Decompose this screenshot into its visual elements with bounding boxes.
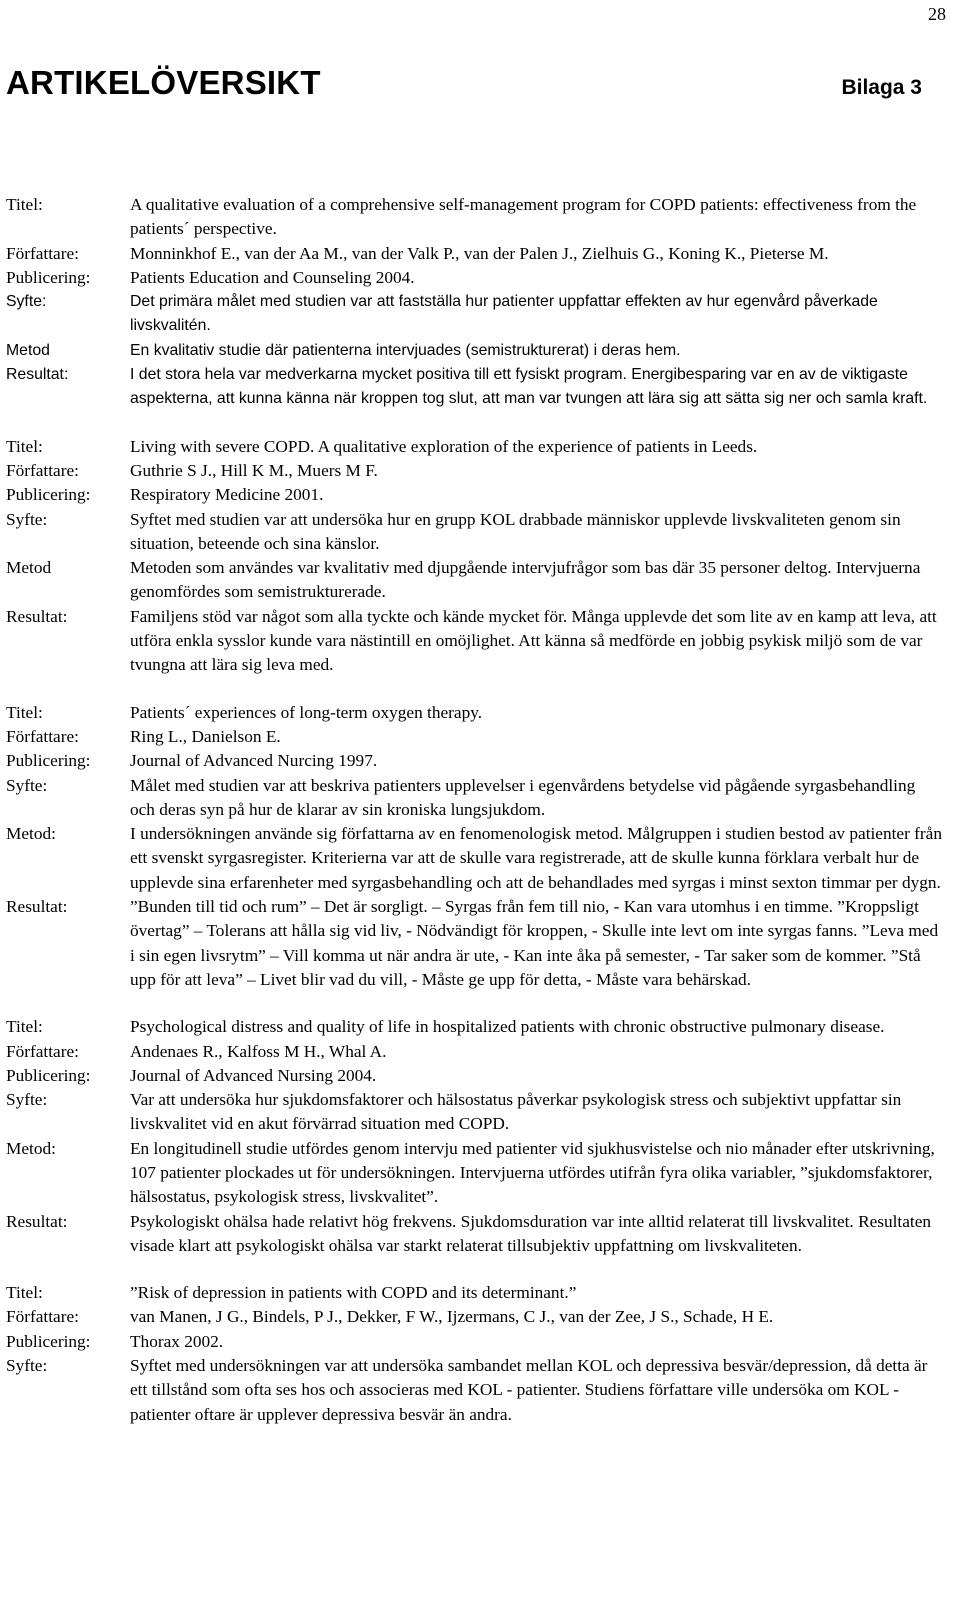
page-title: ARTIKELÖVERSIKT bbox=[6, 64, 321, 101]
article-entry bbox=[6, 193, 944, 412]
article-field-row bbox=[6, 266, 944, 290]
field-label: Metod bbox=[6, 558, 52, 578]
article-field-row bbox=[6, 363, 944, 412]
field-value: I det stora hela var medverkarna mycket positiva till ett fysiskt program. Energibesparing var en av de viktigaste aspekterna, att kunna känna när kroppen tog slut, att man var tvungen att lära sig att sätta sig ner och samla kraft. bbox=[130, 366, 928, 408]
field-value: van Manen, J G., Bindels, P J., Dekker, F W., Ijzermans, C J., van der Zee, J S., Schade, H E. bbox=[130, 1307, 774, 1327]
field-label: Resultat: bbox=[6, 1211, 68, 1231]
field-value: Thorax 2002. bbox=[130, 1331, 224, 1351]
article-entry bbox=[6, 1281, 944, 1427]
field-value: Metoden som användes var kvalitativ med djupgående intervjufrågor som bas där 35 personer deltog. Intervjuerna genomfördes som semistrukturerade. bbox=[130, 558, 921, 602]
article-field-row bbox=[6, 1040, 944, 1064]
article-field-row bbox=[6, 1305, 944, 1329]
article-field-row bbox=[6, 193, 944, 242]
field-label: Resultat: bbox=[6, 606, 68, 626]
field-value: Syftet med undersökningen var att undersöka sambandet mellan KOL och depressiva besvär/depression, då detta är ett tillstånd som ofta ses hos och associeras med KOL - patienter. Studiens författare ville undersöka om KOL - patienter oftare är upplever depressiva besvär än andra. bbox=[130, 1356, 928, 1424]
field-value: ”Risk of depression in patients with COPD and its determinant.” bbox=[130, 1283, 577, 1303]
article-field-row bbox=[6, 459, 944, 483]
field-label: Syfte: bbox=[6, 1090, 48, 1110]
field-label: Resultat: bbox=[6, 897, 68, 917]
field-value: Andenaes R., Kalfoss M H., Whal A. bbox=[130, 1041, 387, 1061]
field-value: Journal of Advanced Nursing 2004. bbox=[130, 1065, 377, 1085]
page-number: 28 bbox=[928, 4, 946, 24]
field-label: Syfte: bbox=[6, 509, 48, 529]
article-field-row bbox=[6, 1064, 944, 1088]
field-value: En longitudinell studie utfördes genom intervju med patienter vid sjukhusvistelse och nio månader efter utskrivning, 107 patienter plockades ut för undersökningen. Intervjuerna utfördes utifrån fyra olika variabler, ”sjukdomsfaktorer, hälsostatus, psykologisk stress, livskvalitet”. bbox=[130, 1138, 935, 1207]
field-label: Publicering: bbox=[6, 1331, 91, 1351]
article-entry bbox=[6, 1015, 944, 1258]
field-value: Det primära målet med studien var att fastställa hur patienter uppfattar effekten av hur egenvård påverkade livskvalitén. bbox=[130, 293, 878, 335]
field-label: Metod bbox=[6, 341, 50, 359]
field-value: Monninkhof E., van der Aa M., van der Valk P., van der Palen J., Zielhuis G., Koning K., Pieterse M. bbox=[130, 243, 829, 263]
field-label: Resultat: bbox=[6, 366, 69, 384]
field-label: Titel: bbox=[6, 436, 43, 456]
article-field-row bbox=[6, 435, 944, 459]
article-entry bbox=[6, 701, 944, 993]
field-value: Var att undersöka hur sjukdomsfaktorer och hälsostatus påverkar psykologisk stress och subjektivt uppfattar sin livskvalitet vid en akut förvärrad situation med COPD. bbox=[130, 1090, 902, 1134]
field-label: Syfte: bbox=[6, 293, 47, 311]
article-field-row bbox=[6, 1330, 944, 1354]
field-value: Syftet med studien var att undersöka hur en grupp KOL drabbade människor upplevde livskvaliteten genom sin situation, beteende och sina känslor. bbox=[130, 509, 901, 553]
article-field-row bbox=[6, 749, 944, 773]
field-label: Syfte: bbox=[6, 1356, 48, 1376]
field-label: Författare: bbox=[6, 243, 79, 263]
article-field-row bbox=[6, 1354, 944, 1427]
field-value: A qualitative evaluation of a comprehensive self-management program for COPD patients: effectiveness from the patients´ perspective. bbox=[130, 195, 917, 239]
field-label: Publicering: bbox=[6, 751, 91, 771]
field-value: Målet med studien var att beskriva patienters upplevelser i egenvårdens betydelse vid pågående syrgasbehandling och deras syn på hur de klarar av sin kroniska lungsjukdom. bbox=[130, 775, 916, 819]
field-label: Titel: bbox=[6, 195, 43, 214]
appendix-label: Bilaga 3 bbox=[841, 76, 922, 99]
article-field-row bbox=[6, 483, 944, 507]
field-label: Publicering: bbox=[6, 1065, 91, 1085]
field-value: Respiratory Medicine 2001. bbox=[130, 485, 324, 505]
article-field-row bbox=[6, 1015, 944, 1039]
article-field-row bbox=[6, 822, 944, 895]
article-field-row bbox=[6, 895, 944, 992]
article-field-row bbox=[6, 242, 944, 266]
field-label: Publicering: bbox=[6, 485, 91, 505]
field-value: En kvalitativ studie där patienterna intervjuades (semistrukturerat) i deras hem. bbox=[130, 341, 681, 359]
article-field-row bbox=[6, 339, 944, 363]
field-label: Syfte: bbox=[6, 775, 48, 795]
article-list bbox=[6, 193, 944, 1450]
field-label: Titel: bbox=[6, 702, 43, 722]
article-field-row bbox=[6, 605, 944, 678]
field-value: Journal of Advanced Nurcing 1997. bbox=[130, 751, 378, 771]
article-field-row bbox=[6, 1210, 944, 1259]
field-label: Metod: bbox=[6, 1138, 56, 1158]
page-heading bbox=[6, 64, 922, 102]
article-field-row bbox=[6, 508, 944, 557]
article-entry bbox=[6, 435, 944, 678]
field-value: Living with severe COPD. A qualitative exploration of the experience of patients in Leeds. bbox=[130, 436, 758, 456]
field-value: Psykologiskt ohälsa hade relativt hög frekvens. Sjukdomsduration var inte alltid relaterat till livskvalitet. Resultaten visade klart att psykologiskt ohälsa var starkt relaterat tillsubjektiv uppfattning om livskvaliteten. bbox=[130, 1211, 932, 1255]
field-value: Patients Education and Counseling 2004. bbox=[130, 267, 415, 287]
article-field-row bbox=[6, 556, 944, 605]
article-field-row bbox=[6, 1137, 944, 1210]
field-value: I undersökningen använde sig författarna av en fenomenologisk metod. Målgruppen i studien bestod av patienter från ett svenskt syrgasregister. Kriterierna var att de skulle vara registrerade, att de skulle kunna förklara verbalt hur de upplevde sina erfarenheter med syrgasbehandling och att de behandlades med syrgas i minst sexton timmar per dygn. bbox=[130, 824, 942, 892]
article-field-row bbox=[6, 725, 944, 749]
field-label: Författare: bbox=[6, 1307, 79, 1327]
field-label: Titel: bbox=[6, 1017, 43, 1037]
field-value: Ring L., Danielson E. bbox=[130, 726, 281, 746]
field-label: Författare: bbox=[6, 1041, 79, 1061]
field-value: ”Bunden till tid och rum” – Det är sorgligt. – Syrgas från fem till nio, - Kan vara utomhus i en timme. ”Kroppsligt övertag” – Tolerans att hålla sig vid liv, - Nödvändigt för kroppen, - Skulle inte levt om inte syrgas fanns. ”Leva med i sin egen livsrytm” – Vill komma ut när andra är ute, - Kan inte åka på semester, - Tar saker som de kommer. ”Stå upp för att leva” – Livet blir vad du vill, - Måste ge upp för detta, - Måste vara behärskad. bbox=[130, 897, 939, 989]
article-field-row bbox=[6, 1088, 944, 1137]
article-field-row bbox=[6, 290, 944, 339]
field-value: Familjens stöd var något som alla tyckte och kände mycket för. Många upplevde det som lite av en kamp att leva, att utföra enkla sysslor kunde vara nästintill en omöjlighet. Att känna så medförde en jobbig psykisk miljö som de var tvungna att lära sig leva med. bbox=[130, 606, 937, 675]
field-value: Psychological distress and quality of life in hospitalized patients with chronic obstructive pulmonary disease. bbox=[130, 1017, 885, 1037]
field-value: Guthrie S J., Hill K M., Muers M F. bbox=[130, 460, 378, 480]
field-value: Patients´ experiences of long-term oxygen therapy. bbox=[130, 702, 483, 722]
field-label: Publicering: bbox=[6, 267, 91, 287]
field-label: Författare: bbox=[6, 726, 79, 746]
article-field-row bbox=[6, 1281, 944, 1305]
field-label: Titel: bbox=[6, 1283, 43, 1303]
field-label: Metod: bbox=[6, 824, 56, 844]
article-field-row bbox=[6, 774, 944, 823]
article-field-row bbox=[6, 701, 944, 725]
field-label: Författare: bbox=[6, 460, 79, 480]
